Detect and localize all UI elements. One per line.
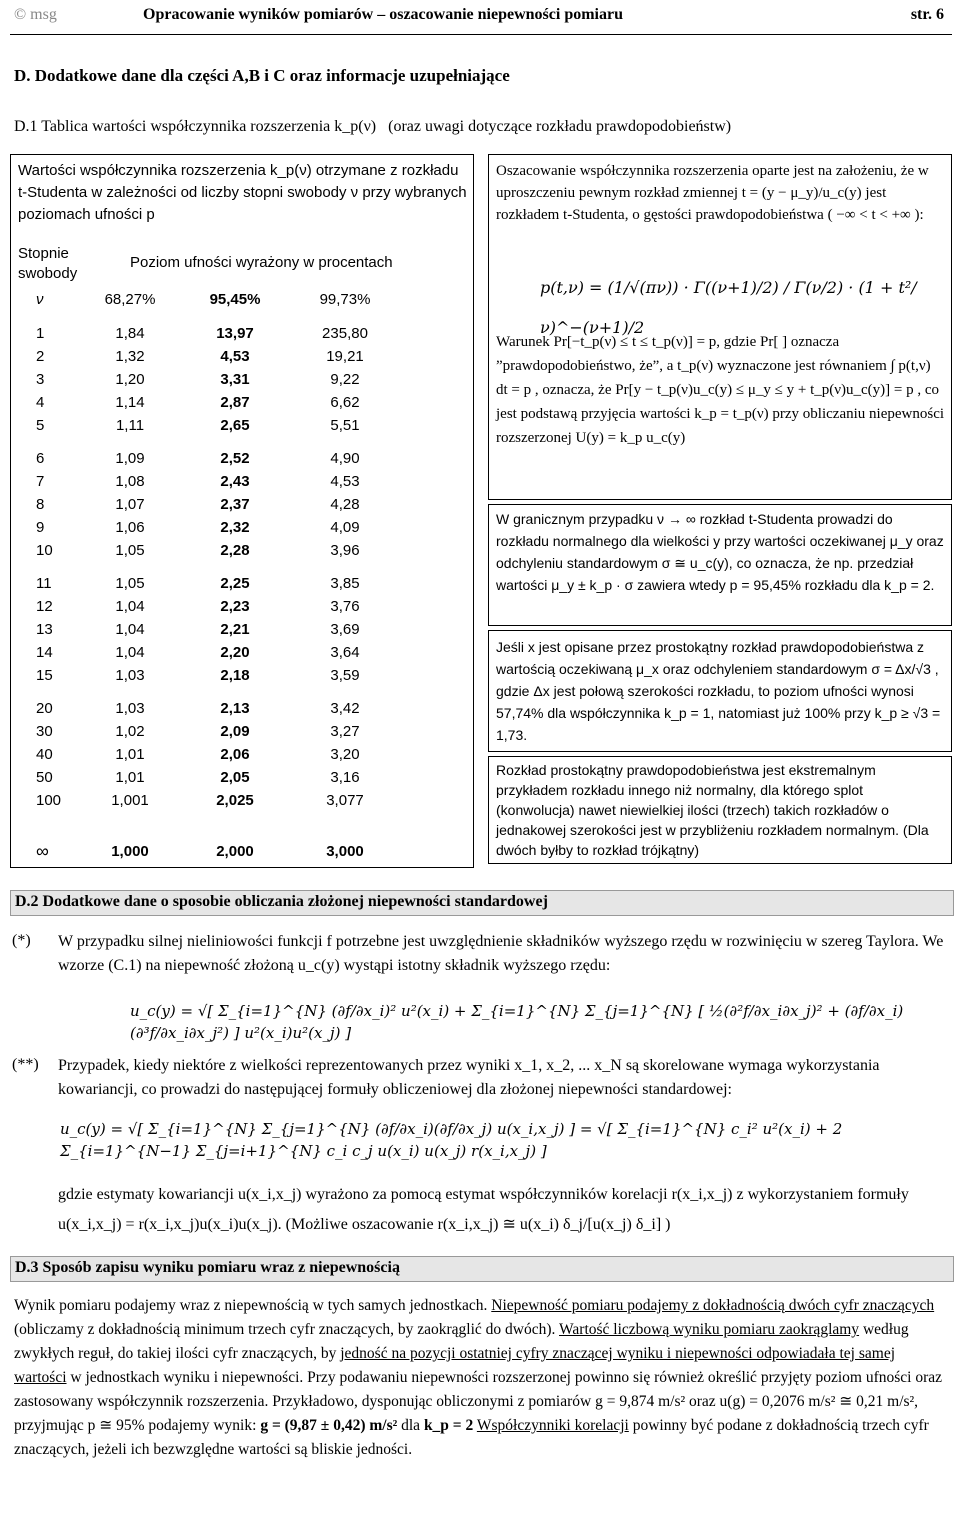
k68-cell: 1,84	[115, 325, 145, 342]
dof-cell: 10	[36, 542, 53, 559]
k68-cell: 1,11	[115, 417, 145, 434]
higher-order-formula: u_c(y) = √[ Σ_{i=1}^{N} (∂f/∂x_i)² u²(x_i) + Σ_{i=1}^{N} Σ_{j=1}^{N} [ ½(∂²f/∂x_i∂x_j)² + (∂f/∂x_i)(∂³f/∂x_i∂x_j²) ] u²(x_i)u²(x_j) ]	[130, 1002, 904, 1042]
col-level-header: Poziom ufności wyrażony w procentach	[130, 254, 393, 271]
dof-cell: 8	[36, 496, 45, 513]
document-title: Opracowanie wyników pomiarów – oszacowanie niepewności pomiaru	[143, 6, 623, 23]
dof-cell: 20	[36, 700, 53, 717]
rect-dist-text: Jeśli x jest opisane przez prostokątny rozkład prawdopodobieństwa z wartością oczekiwaną μ_x oraz odchyleniem standardowym σ = Δx/√3 , gdzie Δx jest połową szerokości rozkładu, to poziom ufności wynosi 57,74% dla współczynnika k_p = 1, natomiast już 100% przy k_p ≥ √3 = 1,73.	[496, 639, 941, 743]
section-d-title: D. Dodatkowe dane dla części A,B i C oraz informacje uzupełniające	[14, 66, 510, 85]
inf-nu: ∞	[36, 840, 49, 861]
k68-cell: 1,03	[115, 700, 145, 717]
k68-cell: 1,01	[115, 769, 145, 786]
table-row	[18, 766, 400, 789]
k99-cell: 3,16	[330, 769, 360, 786]
d3-kp: k_p = 2	[423, 1417, 474, 1434]
d3-l2a: Wartość liczbową wyniku pomiaru zaokrąglamy	[559, 1321, 860, 1338]
normal-limit-text: W granicznym przypadku ν → ∞ rozkład t-Studenta prowadzi do rozkładu normalnego dla wielkości y przy wartości oczekiwanej μ_y oraz odchyleniu standardowym σ ≅ u_c(y), co oznacza, że np. przedział wartości μ_y ± k_p · σ zawiera wtedy p = 95,45% rozkładu dla k_p = 2.	[496, 511, 944, 593]
k68-cell: 1,02	[115, 723, 145, 740]
dof-cell: 2	[36, 348, 45, 365]
star1-text: W przypadku silnej nieliniowości funkcji f potrzebne jest uwzględnienie składników wyższego rzędu w rozwinięciu w szereg Taylora. We wzorze (C.1) na niepewność złożoną u_c(y) wystąpi istotny składnik wyższego rzędu:	[58, 933, 944, 974]
k99-cell: 3,42	[330, 700, 360, 717]
dof-cell: 7	[36, 473, 45, 490]
table-row	[18, 595, 400, 618]
k95-cell: 13,97	[216, 325, 254, 342]
k99-cell: 3,59	[330, 667, 360, 684]
table-row	[18, 345, 400, 368]
k68-cell: 1,09	[115, 450, 145, 467]
k95-cell: 2,20	[220, 644, 250, 661]
k99-cell: 4,90	[330, 450, 360, 467]
group-spacer	[18, 437, 400, 447]
k68-cell: 1,001	[111, 792, 149, 809]
t-dist-intro: Oszacowanie współczynnika rozszerzenia oparte jest na założeniu, że w uproszczeniu pewnym rozkład zmiennej t = (y − μ_y)/u_c(y) jest rozkładem t-Studenta, o gęstości prawdopodobieństwa ( −∞ < t < +∞ ):	[496, 163, 929, 223]
k99-cell: 5,51	[330, 417, 360, 434]
inf-68: 1,000	[111, 842, 149, 860]
d3-result: g = (9,87 ± 0,42) m/s²	[260, 1417, 398, 1434]
k95-cell: 3,31	[220, 371, 250, 388]
k95-cell: 4,53	[220, 348, 250, 365]
k95-cell: 2,18	[220, 667, 250, 684]
header-95: 95,45%	[209, 290, 261, 308]
d3-paragraph	[14, 1294, 948, 1462]
k95-cell: 2,87	[220, 394, 250, 411]
table-row	[18, 470, 400, 493]
d1-heading	[14, 118, 731, 136]
dof-cell: 3	[36, 371, 45, 388]
table-row	[18, 572, 400, 595]
d3-l1c: (obliczamy z dokładnością minimum trzech cyfr znaczących, by zaokrąglić do dwóch).	[14, 1321, 560, 1338]
t-density-formula: p(t,ν) = (1/√(πν)) · Γ((ν+1)/2) / Γ(ν/2) · (1 + t²/ν)^−(ν+1)/2	[540, 278, 917, 337]
dof-cell: 1	[36, 325, 45, 342]
nu-header: ν	[36, 290, 44, 308]
star2-mark: (**)	[12, 1056, 39, 1073]
k68-cell: 1,14	[115, 394, 145, 411]
dof-cell: 11	[36, 575, 52, 592]
k95-cell: 2,09	[220, 723, 250, 740]
k95-cell: 2,25	[220, 575, 250, 592]
copyright-label: © msg	[14, 6, 57, 23]
page-header	[10, 6, 952, 28]
table-row	[18, 664, 400, 687]
k99-cell: 3,077	[326, 792, 364, 809]
k99-cell: 3,85	[330, 575, 360, 592]
table-row	[18, 493, 400, 516]
dof-cell: 9	[36, 519, 45, 536]
table-row	[18, 743, 400, 766]
d3-l1b: Niepewność pomiaru podajemy z dokładnością dwóch cyfr znaczących	[491, 1297, 935, 1314]
table-row	[18, 697, 400, 720]
covariance-formula: u_c(y) = √[ Σ_{i=1}^{N} Σ_{j=1}^{N} (∂f/∂x_i)(∂f/∂x_j) u(x_i,x_j) ] = √[ Σ_{i=1}^{N} c_i² u²(x_i) + 2 Σ_{i=1}^{N−1} Σ_{j=i+1}^{N} c_i c_j u(x_i) u(x_j) r(x_i,x_j) ]	[60, 1120, 843, 1160]
k95-cell: 2,13	[220, 700, 250, 717]
inf-95: 2,000	[216, 842, 254, 860]
table-row	[18, 720, 400, 743]
k68-cell: 1,05	[115, 542, 145, 559]
k99-cell: 3,27	[330, 723, 360, 740]
k68-cell: 1,20	[115, 371, 145, 388]
k99-cell: 4,53	[330, 473, 360, 490]
k99-cell: 3,76	[330, 598, 360, 615]
group-spacer	[18, 562, 400, 572]
kp-table-body	[18, 322, 400, 812]
group-spacer	[18, 687, 400, 697]
dof-cell: 13	[36, 621, 53, 638]
d3-heading-bar	[10, 1256, 954, 1282]
k95-cell: 2,52	[220, 450, 250, 467]
table-row	[18, 789, 400, 812]
table-row	[18, 391, 400, 414]
d1-title: D.1 Tablica wartości współczynnika rozszerzenia k_p(ν)	[14, 118, 377, 135]
d3-l2d: w jednostkach wyniku i niepewności. Przy podawaniu niepewności rozszerzonej powinno się również określić przyjęty poziom ufności oraz zastosowany współczynnik rozszerzenia. Przykładowo, dysponując obliczonymi z pomiarów g = 9,874 m/s² oraz u(g) = 0,2076 m/s² ≅ 0,21 m/s², przyjmując p ≅ 95% podajemy wynik:	[14, 1369, 943, 1434]
d3-l2c: jedność na pozycji ostatniej cyfry znaczącej wyniku i niepewności odpowiadała tej samej wartości	[14, 1345, 896, 1386]
k95-cell: 2,21	[220, 621, 250, 638]
header-68: 68,27%	[104, 290, 156, 308]
table-row	[18, 641, 400, 664]
dof-cell: 4	[36, 394, 45, 411]
k99-cell: 3,20	[330, 746, 360, 763]
kp-table-intro: Wartości współczynnika rozszerzenia k_p(ν) otrzymane z rozkładu t-Studenta w zależności od liczby stopni swobody ν przy wybranych poziomach ufności p	[18, 162, 467, 223]
k95-cell: 2,025	[216, 792, 254, 809]
header-99: 99,73%	[319, 290, 371, 308]
k68-cell: 1,01	[115, 746, 145, 763]
dof-cell: 6	[36, 450, 45, 467]
d1-note: (oraz uwagi dotyczące rozkładu prawdopodobieństw)	[388, 118, 732, 135]
k95-cell: 2,23	[220, 598, 250, 615]
k95-cell: 2,06	[220, 746, 250, 763]
star1-mark: (*)	[12, 932, 31, 949]
d3-l1a: Wynik pomiaru podajemy wraz z niepewnością w tych samych jednostkach.	[14, 1297, 492, 1314]
star2-text: Przypadek, kiedy niektóre z wielkości reprezentowanych przez wyniki x_1, x_2, ... x_N są skorelowane wymaga wykorzystania kowariancji, co prowadzi do następującej formuły obliczeniowej dla złożonej niepewności standardowej:	[58, 1057, 880, 1098]
dof-cell: 50	[36, 769, 53, 786]
k68-cell: 1,05	[115, 575, 145, 592]
k99-cell: 4,28	[330, 496, 360, 513]
table-row	[18, 322, 400, 345]
dof-cell: 14	[36, 644, 53, 661]
d2-title: D.2 Dodatkowe dane o sposobie obliczania złożonej niepewności standardowej	[15, 893, 548, 910]
table-row	[18, 618, 400, 641]
header-rule	[10, 34, 952, 35]
table-header-row	[18, 288, 400, 310]
table-row	[18, 414, 400, 437]
k99-cell: 9,22	[330, 371, 360, 388]
kp-table-head	[18, 288, 400, 310]
d3-l2b: według zwykłych reguł, do takiej ilości cyfr znaczących, by	[14, 1321, 909, 1362]
k99-cell: 6,62	[330, 394, 360, 411]
k68-cell: 1,04	[115, 644, 145, 661]
k95-cell: 2,28	[220, 542, 250, 559]
table-row	[18, 840, 400, 862]
convolution-text: Rozkład prostokątny prawdopodobieństwa jest ekstremalnym przykładem rozkładu innego niż normalny, dla którego splot (konwolucja) nawet niewielkiej ilości (trzech) takich rozkładów o jednakowej szerokości jest w przybliżeniu rozkładem normalnym. (Dla dwóch byłby to rozkład trójkątny)	[496, 762, 929, 858]
k99-cell: 3,64	[330, 644, 360, 661]
k95-cell: 2,43	[220, 473, 250, 490]
k68-cell: 1,04	[115, 621, 145, 638]
dof-cell: 40	[36, 746, 53, 763]
k99-cell: 3,96	[330, 542, 360, 559]
kp-table-inf	[18, 840, 400, 862]
k68-cell: 1,07	[115, 496, 145, 513]
d3-l2e: dla	[397, 1417, 424, 1434]
d3-l3a: Współczynniki korelacji	[476, 1417, 629, 1434]
k95-cell: 2,37	[220, 496, 250, 513]
d3-l3b: powinny być podane z dokładnością trzech cyfr znaczących, jeżeli ich bezwzględne wartości są bliskie jedności.	[14, 1417, 929, 1458]
table-row	[18, 539, 400, 562]
dof-cell: 100	[36, 792, 62, 809]
table-row	[18, 516, 400, 539]
k95-cell: 2,32	[220, 519, 250, 536]
col-dof-header: Stopnie swobody	[18, 245, 78, 282]
k99-cell: 235,80	[322, 325, 368, 342]
dof-cell: 5	[36, 417, 45, 434]
k68-cell: 1,03	[115, 667, 145, 684]
t-dist-condition: Warunek Pr[−t_p(ν) ≤ t ≤ t_p(ν)] = p, gdzie Pr[ ] oznacza ”prawdopodobieństwo, że”, a t_p(ν) wyznaczone jest równaniem ∫ p(t,ν) dt = p , oznacza, że Pr[y − t_p(ν)u_c(y) ≤ μ_y ≤ y + t_p(ν)u_c(y)] = p , co jest podstawą przyjęcia wartości k_p = t_p(ν) przy obliczaniu niepewności rozszerzonej U(y) = k_p u_c(y)	[496, 334, 945, 446]
inf-99: 3,000	[326, 842, 364, 860]
dof-cell: 30	[36, 723, 53, 740]
page-number: str. 6	[910, 6, 944, 23]
k99-cell: 3,69	[330, 621, 360, 638]
table-row	[18, 368, 400, 391]
d3-title: D.3 Sposób zapisu wyniku pomiaru wraz z niepewnością	[15, 1259, 400, 1276]
k68-cell: 1,06	[115, 519, 145, 536]
table-row	[18, 447, 400, 470]
k99-cell: 19,21	[326, 348, 364, 365]
k95-cell: 2,05	[220, 769, 250, 786]
k68-cell: 1,08	[115, 473, 145, 490]
k68-cell: 1,32	[115, 348, 145, 365]
k95-cell: 2,65	[220, 417, 250, 434]
k99-cell: 4,09	[330, 519, 360, 536]
d2-heading-bar	[10, 890, 954, 916]
k68-cell: 1,04	[115, 598, 145, 615]
dof-cell: 15	[36, 667, 53, 684]
covariance-note: gdzie estymaty kowariancji u(x_i,x_j) wyrażono za pomocą estymat współczynników korelacji r(x_i,x_j) z wykorzystaniem formuły u(x_i,x_j) = r(x_i,x_j)u(x_i)u(x_j). (Możliwe oszacowanie r(x_i,x_j) ≅ u(x_i) δ_j/[u(x_j) δ_i] )	[58, 1186, 909, 1233]
dof-cell: 12	[36, 598, 53, 615]
